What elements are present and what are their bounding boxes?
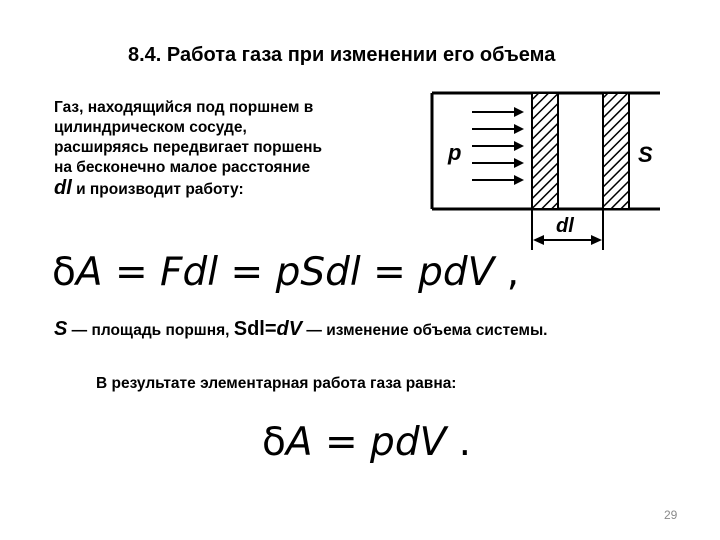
def-S: S	[54, 318, 68, 340]
def-equals: =	[264, 318, 277, 340]
eq2-dV: dV	[394, 420, 447, 465]
pressure-arrows	[472, 107, 524, 185]
eq1-p: p	[418, 250, 443, 295]
eq1-pS: pS	[275, 250, 326, 295]
area-label: S	[638, 142, 653, 167]
pressure-label: p	[448, 140, 462, 165]
intro-paragraph	[54, 98, 344, 200]
def-rest: — изменение объема системы.	[302, 322, 548, 339]
displacement-label: dl	[556, 215, 574, 237]
eq1-F: F	[160, 250, 183, 295]
def-s-text: — площадь поршня,	[67, 322, 234, 339]
eq2-dot: .	[446, 420, 472, 465]
eq1-equals-1: =	[102, 250, 161, 295]
eq1-comma: ,	[494, 250, 520, 295]
def-Sdl: Sdl	[233, 318, 265, 340]
intro-end-text: и производит работу:	[76, 181, 244, 198]
eq2-equals: =	[312, 420, 371, 465]
eq1-equals-3: =	[360, 250, 419, 295]
eq1-dV: dV	[442, 250, 495, 295]
work-equation-short	[262, 420, 471, 465]
eq2-delta: δ	[262, 420, 286, 465]
piston-final	[603, 93, 629, 209]
eq1-dl: dl	[182, 250, 219, 295]
eq1-A: A	[75, 250, 103, 295]
eq2-A: A	[285, 420, 313, 465]
def-dV: dV	[276, 318, 303, 340]
piston-cylinder-diagram	[420, 82, 670, 254]
piston-initial	[532, 93, 558, 209]
result-text: В результате элементарная работа газа равна:	[96, 375, 457, 392]
definition-line	[54, 318, 547, 341]
intro-dl-symbol: dl	[54, 177, 72, 199]
delta-symbol: δ	[52, 250, 76, 295]
page-number: 29	[664, 508, 678, 522]
eq1-equals-2: =	[218, 250, 276, 295]
slide-title: 8.4. Работа газа при изменении его объема	[128, 44, 556, 66]
eq1-dl-2: dl	[325, 250, 361, 295]
intro-text: Газ, находящийся под поршнем в цилиндрическом сосуде, расширяясь передвигает поршень на бесконечно малое расстояние	[54, 99, 323, 176]
work-equation-full	[52, 250, 519, 295]
eq2-p: p	[370, 420, 395, 465]
